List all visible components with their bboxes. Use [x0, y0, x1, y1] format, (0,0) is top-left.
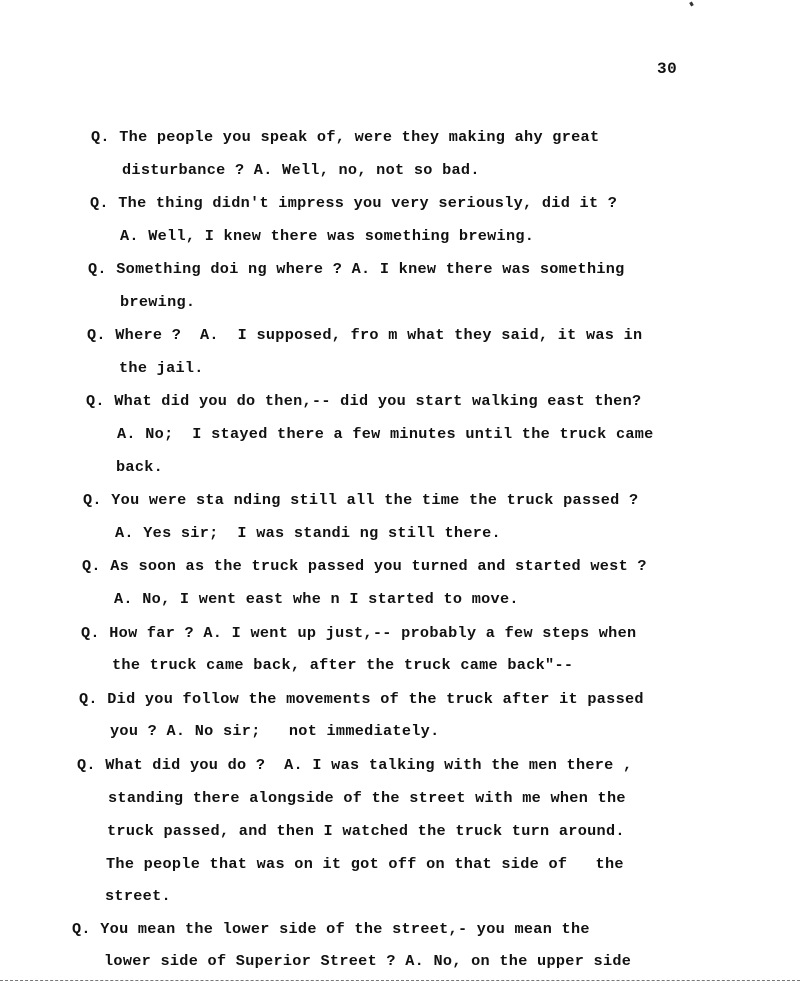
transcript-line: Q. The people you speak of, were they making ahy great: [91, 128, 600, 146]
transcript-line: brewing.: [120, 293, 196, 311]
transcript-line: Q. How far ? A. I went up just,-- probably a few steps when: [81, 624, 637, 642]
transcript-line: truck passed, and then I watched the truck turn around.: [107, 822, 625, 840]
page-number: 30: [657, 60, 678, 78]
transcript-line: Q. As soon as the truck passed you turned and started west ?: [82, 557, 647, 575]
transcript-line: street.: [105, 887, 171, 905]
transcript-line: Q. What did you do ? A. I was talking with the men there ,: [77, 756, 633, 774]
transcript-line: Q. Where ? A. I supposed, fro m what they said, it was in: [87, 326, 643, 344]
transcript-line: the jail.: [119, 359, 204, 377]
transcript-line: Q. What did you do then,-- did you start walking east then?: [86, 392, 642, 410]
scan-speck: [689, 2, 694, 7]
transcript-line: A. Yes sir; I was standi ng still there.: [115, 524, 501, 542]
transcript-line: The people that was on it got off on that side of the: [106, 855, 624, 873]
scan-bottom-edge: [0, 980, 800, 981]
transcript-line: standing there alongside of the street with me when the: [108, 789, 626, 807]
transcript-line: Q. The thing didn't impress you very seriously, did it ?: [90, 194, 618, 212]
transcript-line: the truck came back, after the truck came back"--: [112, 656, 574, 674]
transcript-line: Q. Something doi ng where ? A. I knew there was something: [88, 260, 625, 278]
transcript-line: Q. You were sta nding still all the time the truck passed ?: [83, 491, 639, 509]
transcript-line: A. Well, I knew there was something brewing.: [120, 227, 535, 245]
transcript-line: back.: [116, 458, 164, 476]
transcript-line: disturbance ? A. Well, no, not so bad.: [122, 161, 480, 179]
transcript-line: you ? A. No sir; not immediately.: [110, 722, 440, 740]
transcript-line: Q. You mean the lower side of the street,- you mean the: [72, 920, 590, 938]
transcript-line: A. No, I went east whe n I started to move.: [114, 590, 519, 608]
transcript-line: Q. Did you follow the movements of the truck after it passed: [79, 690, 644, 708]
transcript-line: A. No; I stayed there a few minutes until the truck came: [117, 425, 654, 443]
transcript-line: lower side of Superior Street ? A. No, on the upper side: [104, 952, 632, 970]
